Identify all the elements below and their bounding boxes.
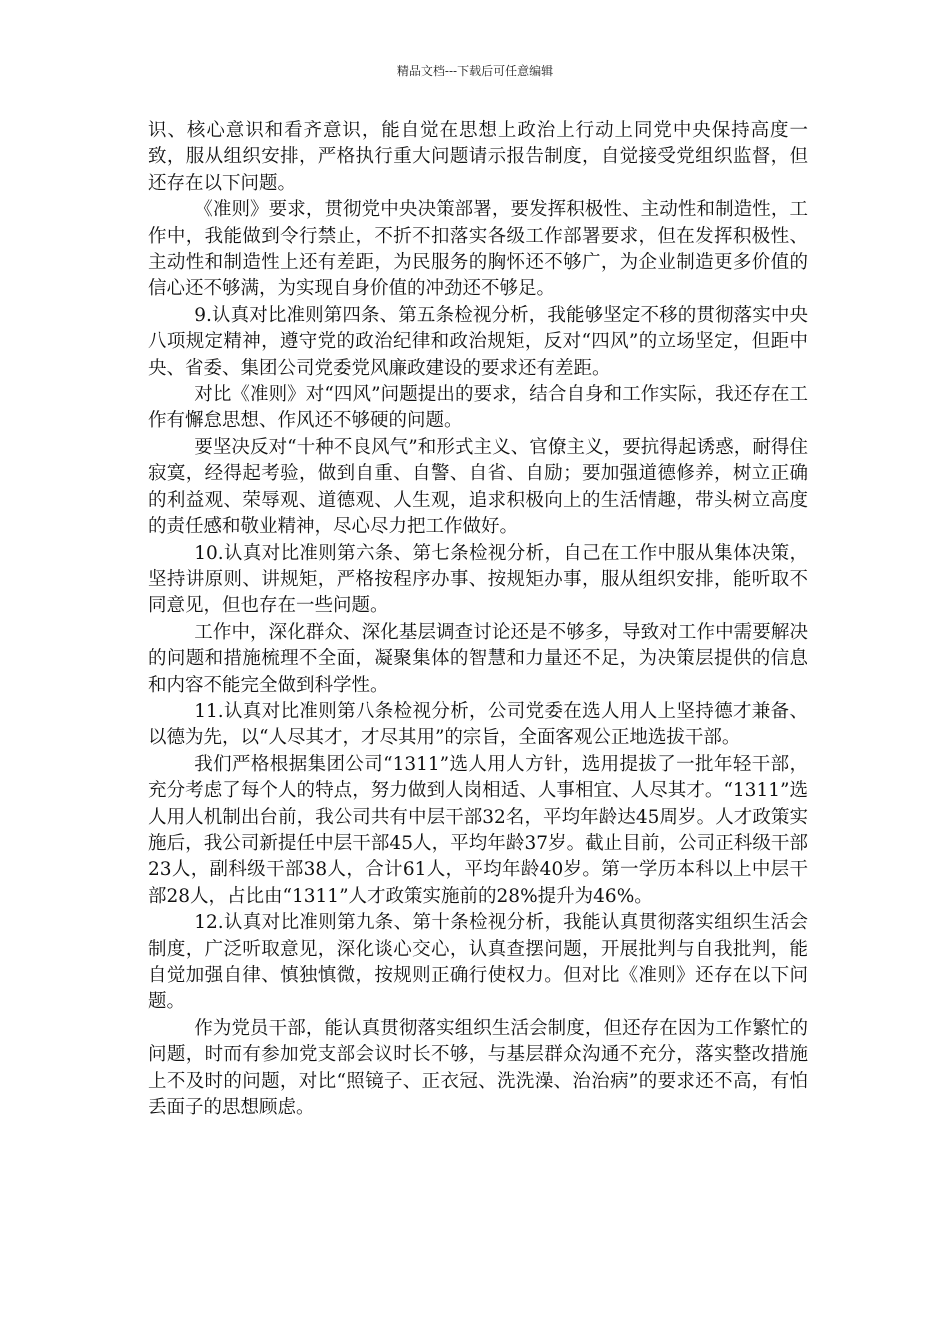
document-body [148,118,808,1121]
paragraph: 我们严格根据集团公司“1311”选人用人方针，选用提拔了一批年轻干部，充分考虑了每个人的特点，努力做到人岗相适、人事相宜、人尽其才。“1311”选人用人机制出台前，我公司共有中层干部32名，平均年龄达45周岁。人才政策实施后，我公司新提任中层干部45人，平均年龄37岁。截止目前，公司正科级干部23人，副科级干部38人，合计61人，平均年龄40岁。第一学历本科以上中层干部28人，占比由“1311”人才政策实施前的28%提升为46%。 [148,753,808,907]
page-header: 精品文档---下载后可任意编辑 [396,64,554,78]
paragraph-item-9: 9.认真对比准则第四条、第五条检视分析，我能够坚定不移的贯彻落实中央八项规定精神，遵守党的政治纪律和政治规矩，反对“四风”的立场坚定，但距中央、省委、集团公司党委党风廉政建设的要求还有差距。 [148,304,808,379]
paragraph-item-11: 11.认真对比准则第八条检视分析，公司党委在选人用人上坚持德才兼备、以德为先，以“人尽其才，才尽其用”的宗旨，全面客观公正地选拔干部。 [148,700,808,749]
paragraph: 作为党员干部，能认真贯彻落实组织生活会制度，但还存在因为工作繁忙的问题，时而有参加党支部会议时长不够，与基层群众沟通不充分，落实整改措施上不及时的问题，对比“照镜子、正衣冠、洗洗澡、治治病”的要求还不高，有怕丢面子的思想顾虑。 [148,1017,808,1119]
paragraph: 要坚决反对“十种不良风气”和形式主义、官僚主义，要抗得起诱惑，耐得住寂寞，经得起考验，做到自重、自警、自省、自励；要加强道德修养，树立正确的利益观、荣辱观、道德观、人生观，追求积极向上的生活情趣，带头树立高度的责任感和敬业精神，尽心尽力把工作做好。 [148,436,808,538]
paragraph-item-10: 10.认真对比准则第六条、第七条检视分析，自己在工作中服从集体决策，坚持讲原则、讲规矩，严格按程序办事、按规矩办事，服从组织安排，能听取不同意见，但也存在一些问题。 [148,542,808,617]
paragraph-item-12: 12.认真对比准则第九条、第十条检视分析，我能认真贯彻落实组织生活会制度，广泛听取意见，深化谈心交心，认真查摆问题，开展批判与自我批判，能自觉加强自律、慎独慎微，按规则正确行使权力。但对比《准则》还存在以下问题。 [148,912,808,1013]
paragraph: 《准则》要求，贯彻党中央决策部署，要发挥积极性、主动性和制造性，工作中，我能做到令行禁止，不折不扣落实各级工作部署要求，但在发挥积极性、主动性和制造性上还有差距，为民服务的胸怀还不够广，为企业制造更多价值的信心还不够满，为实现自身价值的冲劲还不够足。 [148,199,808,300]
paragraph: 工作中，深化群众、深化基层调查讨论还是不够多，导致对工作中需要解决的问题和措施梳理不全面，凝聚集体的智慧和力量还不足，为决策层提供的信息和内容不能完全做到科学性。 [148,621,808,696]
paragraph-continued: 识、核心意识和看齐意识，能自觉在思想上政治上行动上同党中央保持高度一致，服从组织安排，严格执行重大问题请示报告制度，自觉接受党组织监督，但还存在以下问题。 [148,120,808,194]
paragraph: 对比《准则》对“四风”问题提出的要求，结合自身和工作实际，我还存在工作有懈怠思想、作风还不够硬的问题。 [148,384,808,432]
